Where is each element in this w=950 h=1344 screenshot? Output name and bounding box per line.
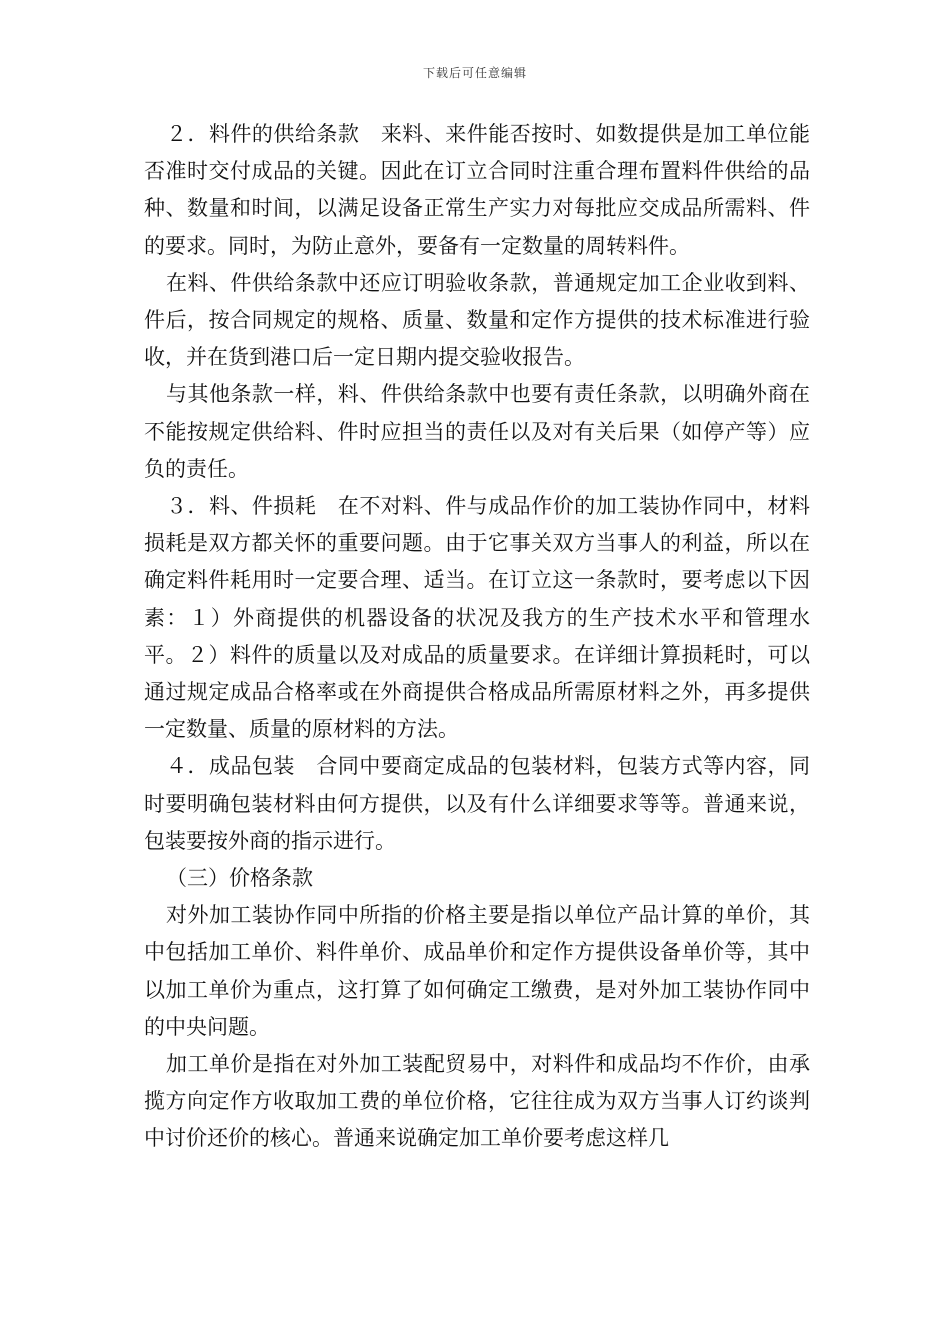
- paragraph-supply-clause: ２．料件的供给条款 来料、来件能否按时、如数提供是加工单位能否准时交付成品的关键。因此在订立合同时注重合理布置料件供给的品种、数量和时间，以满足设备正常生产实力对每批应交成品所需料、件的要求。同时，为防止意外，要备有一定数量的周转料件。: [144, 122, 810, 258]
- document-body: [144, 116, 810, 1158]
- section-heading-price-clause: （三）价格条款: [166, 866, 313, 891]
- paragraph-material-loss: ３．料、件损耗 在不对料、件与成品作价的加工装协作同中，材料损耗是双方都关怀的重要问题。由于它事关双方当事人的利益，所以在确定料件耗用时一定要合理、适当。在订立这一条款时，要考虑以下因素：１）外商提供的机器设备的状况及我方的生产技术水平和管理水平。２）料件的质量以及对成品的质量要求。在详细计算损耗时，可以通过规定成品合格率或在外商提供合格成品所需原材料之外，再多提供一定数量、质量的原材料的方法。: [144, 494, 810, 742]
- paragraph-liability-clause: 与其他条款一样，料、件供给条款中也要有责任条款，以明确外商在不能按规定供给料、件时应担当的责任以及对有关后果（如停产等）应负的责任。: [144, 382, 810, 481]
- paragraph-processing-unit-price: 加工单价是指在对外加工装配贸易中，对料件和成品均不作价，由承揽方向定作方收取加工费的单位价格，它往往成为双方当事人订约谈判中讨价还价的核心。普通来说确定加工单价要考虑这样几: [144, 1052, 810, 1151]
- paragraph-packaging: ４．成品包装 合同中要商定成品的包装材料，包装方式等内容，同时要明确包装材料由何方提供，以及有什么详细要求等等。普通来说，包装要按外商的指示进行。: [144, 754, 810, 853]
- page-header-note: 下载后可任意编辑: [422, 66, 527, 80]
- paragraph-inspection-clause: 在料、件供给条款中还应订明验收条款，普通规定加工企业收到料、件后，按合同规定的规格、质量、数量和定作方提供的技术标准进行验收，并在货到港口后一定日期内提交验收报告。: [144, 270, 810, 370]
- paragraph-price-definition: 对外加工装协作同中所指的价格主要是指以单位产品计算的单价，其中包括加工单价、料件单价、成品单价和定作方提供设备单价等，其中以加工单价为重点，这打算了如何确定工缴费，是对外加工装协作同中的中央问题。: [144, 903, 810, 1039]
